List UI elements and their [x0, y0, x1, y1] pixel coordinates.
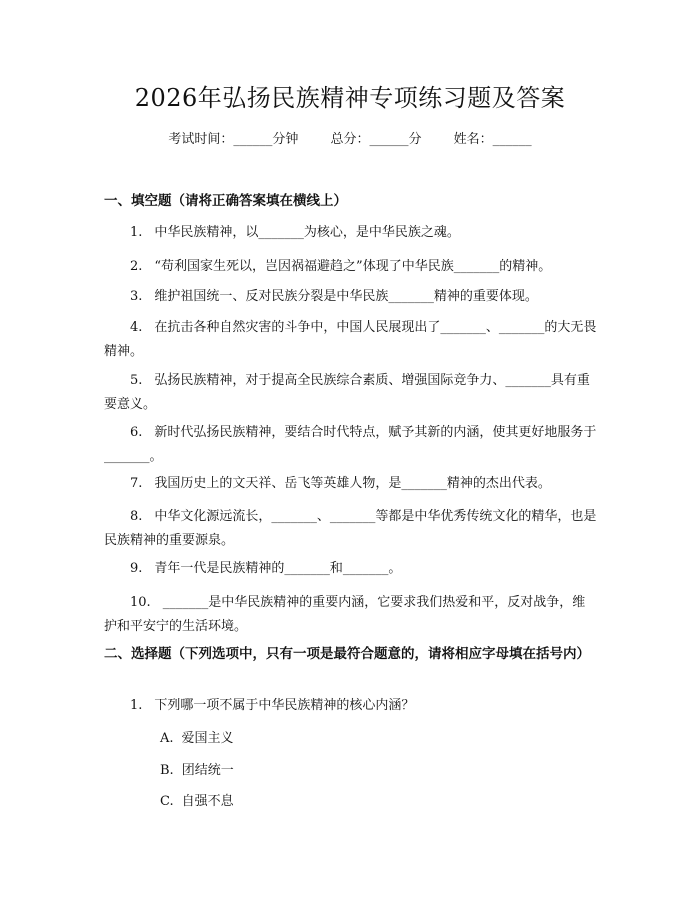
option-letter: A.	[160, 731, 174, 746]
question-number: 10.	[130, 595, 151, 610]
option-text: 自强不息	[181, 794, 234, 809]
question-number: 1.	[130, 225, 143, 240]
question-text: 弘扬民族精神，对于提高全民族综合素质、增强国际竞争力、_______具有重要意义。	[104, 373, 590, 412]
page-title: 2026年弘扬民族精神专项练习题及答案	[134, 84, 566, 112]
question-text: 青年一代是民族精神的_______和_______。	[154, 561, 402, 576]
question-text: 在抗击各种自然灾害的斗争中，中国人民展现出了_______、_______的大无畏精神。	[104, 320, 597, 359]
section-fill-blank-title: 一、填空题（请将正确答案填在横线上）	[104, 193, 347, 209]
question-item	[104, 505, 598, 553]
question-number: 1.	[130, 698, 143, 713]
question-text: 中华文化源远流长，_______、_______等都是中华优秀传统文化的精华，也是民族精神的重要源泉。	[104, 509, 597, 548]
question-number: 9.	[130, 561, 143, 576]
exam-score: 总分：______分	[330, 132, 422, 147]
question-text: 中华民族精神，以_______为核心，是中华民族之魂。	[154, 225, 460, 240]
question-item	[104, 557, 598, 581]
question-item	[104, 694, 598, 718]
exam-time: 考试时间：______分钟	[168, 132, 299, 147]
question-text: 维护祖国统一、反对民族分裂是中华民族_______精神的重要体现。	[154, 289, 538, 304]
exam-meta	[0, 130, 700, 150]
option-text: 爱国主义	[181, 731, 234, 746]
question-number: 5.	[130, 373, 143, 388]
question-item	[104, 285, 598, 309]
question-item	[104, 472, 598, 496]
question-text: “苟利国家生死以，岂因祸福避趋之”体现了中华民族_______的精神。	[154, 259, 552, 274]
option-item-c	[160, 791, 560, 813]
question-number: 6.	[130, 425, 143, 440]
question-number: 8.	[130, 509, 143, 524]
question-item	[104, 421, 598, 469]
question-number: 3.	[130, 289, 143, 304]
question-text: 我国历史上的文天祥、岳飞等英雄人物，是_______精神的杰出代表。	[154, 476, 551, 491]
question-text: _______是中华民族精神的重要内涵，它要求我们热爱和平，反对战争，维护和平安宁的生活环境。	[104, 595, 586, 634]
question-item	[104, 316, 598, 364]
section-choice-title: 二、选择题（下列选项中，只有一项是最符合题意的，请将相应字母填在括号内）	[104, 646, 590, 662]
question-item	[104, 591, 598, 639]
question-text: 新时代弘扬民族精神，要结合时代特点，赋予其新的内涵，使其更好地服务于_______。	[104, 425, 597, 464]
student-name: 姓名：______	[453, 132, 532, 147]
question-item	[104, 369, 598, 417]
option-text: 团结统一	[181, 763, 234, 778]
question-number: 7.	[130, 476, 143, 491]
option-letter: C.	[160, 794, 174, 809]
question-number: 4.	[130, 320, 143, 335]
question-number: 2.	[130, 259, 143, 274]
question-text: 下列哪一项不属于中华民族精神的核心内涵？	[154, 698, 415, 713]
option-item-a	[160, 728, 560, 750]
question-item	[104, 221, 598, 245]
question-item	[104, 255, 598, 279]
option-letter: B.	[160, 763, 174, 778]
option-item-b	[160, 760, 560, 782]
